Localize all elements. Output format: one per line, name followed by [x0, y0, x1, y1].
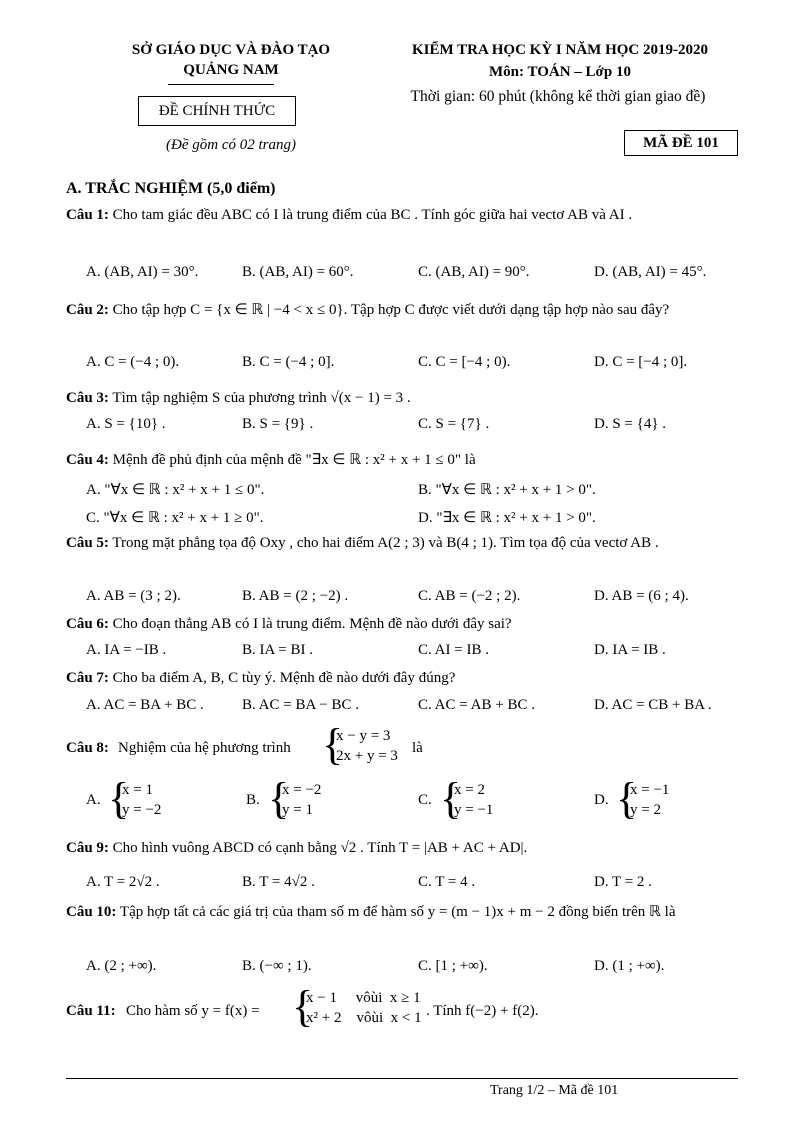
- question-1: [66, 205, 738, 225]
- q7-option-d[interactable]: D. AC = CB + BA .: [594, 697, 712, 713]
- equation-system: [324, 726, 398, 766]
- question-label: Câu 2:: [66, 302, 109, 318]
- question-tail: . Tính f(−2) + f(2).: [426, 1003, 539, 1019]
- code-box-label: MÃ ĐỀ 101: [643, 135, 719, 151]
- question-8: [66, 724, 738, 774]
- question-label: Câu 1:: [66, 207, 109, 223]
- q4-option-c[interactable]: C. "∀x ∈ ℝ : x² + x + 1 ≥ 0".: [86, 510, 264, 526]
- q3-option-d[interactable]: D. S = {4} .: [594, 416, 667, 432]
- question-label: Câu 6:: [66, 616, 109, 632]
- equation-line: y = −2: [122, 802, 162, 818]
- piecewise-function: [294, 988, 422, 1028]
- question-3: [66, 388, 738, 408]
- exam-title: KIỂM TRA HỌC KỲ I NĂM HỌC 2019-2020: [412, 42, 708, 58]
- question-text: Cho đoạn thẳng AB có I là trung điểm. Mệnh đề nào dưới đây sai?: [112, 616, 512, 632]
- equation-line: 2x + y = 3: [336, 748, 398, 764]
- question-text: Trong mặt phẳng tọa độ Oxy , cho hai điểm A(2 ; 3) và B(4 ; 1). Tìm tọa độ của vectơ AB .: [112, 535, 659, 551]
- question-text: Cho tập hợp C = {x ∈ ℝ | −4 < x ≤ 0}. Tập hợp C được viết dưới dạng tập hợp nào sau đây?: [112, 302, 670, 318]
- question-7: [66, 668, 738, 688]
- question-text: Cho tam giác đều ABC có I là trung điểm của BC . Tính góc giữa hai vectơ AB và AI .: [112, 207, 633, 223]
- equation-line: y = 2: [630, 802, 661, 818]
- q1-option-c[interactable]: C. (AB, AI) = 90°.: [418, 264, 530, 280]
- q1-option-a[interactable]: A. (AB, AI) = 30°.: [86, 264, 199, 280]
- dept-line2: QUẢNG NAM: [183, 62, 279, 78]
- q3-option-b[interactable]: B. S = {9} .: [242, 416, 314, 432]
- equation-line: { x = 1: [122, 782, 153, 798]
- question-tail: là: [412, 740, 423, 756]
- pages-note: (Đề gồm có 02 trang): [166, 137, 296, 153]
- question-text: Tập hợp tất cả các giá trị của tham số m để hàm số y = (m − 1)x + m − 2 đồng biến trên ℝ là: [119, 904, 676, 920]
- question-label: Câu 7:: [66, 670, 109, 686]
- q2-option-b[interactable]: B. C = (−4 ; 0].: [242, 354, 335, 370]
- question-4: [66, 450, 738, 470]
- q7-option-a[interactable]: A. AC = BA + BC .: [86, 697, 204, 713]
- equation-line: { x − y = 3: [336, 728, 391, 744]
- option-system: [110, 780, 161, 820]
- q10-option-a[interactable]: A. (2 ; +∞).: [86, 958, 157, 974]
- option-letter: D.: [594, 792, 609, 808]
- question-text: Nghiệm của hệ phương trình: [118, 740, 291, 756]
- question-text: Mệnh đề phủ định của mệnh đề "∃x ∈ ℝ : x² + x + 1 ≤ 0" là: [112, 452, 476, 468]
- equation-line: { x = −1: [630, 782, 670, 798]
- q5-option-a[interactable]: A. AB = (3 ; 2).: [86, 588, 181, 604]
- q9-option-c[interactable]: C. T = 4 .: [418, 874, 476, 890]
- subject: Môn: TOÁN – Lớp 10: [489, 64, 631, 80]
- question-label: Câu 11:: [66, 1003, 116, 1019]
- question-label: Câu 8:: [66, 740, 109, 756]
- option-letter: C.: [418, 792, 432, 808]
- equation-line: { x = −2: [282, 782, 322, 798]
- dept-line1: SỞ GIÁO DỤC VÀ ĐÀO TẠO: [131, 42, 331, 58]
- question-2: [66, 300, 738, 320]
- question-text: Cho ba điểm A, B, C tùy ý. Mệnh đề nào dưới đây đúng?: [112, 670, 456, 686]
- q9-option-a[interactable]: A. T = 2√2 .: [86, 874, 160, 890]
- option-letter: A.: [86, 792, 101, 808]
- q5-option-b[interactable]: B. AB = (2 ; −2) .: [242, 588, 349, 604]
- q2-option-a[interactable]: A. C = (−4 ; 0).: [86, 354, 180, 370]
- q1-option-d[interactable]: D. (AB, AI) = 45°.: [594, 264, 707, 280]
- option-system: [442, 780, 493, 820]
- option-system: [270, 780, 321, 820]
- q2-option-c[interactable]: C. C = [−4 ; 0).: [418, 354, 511, 370]
- dept-underline: [168, 84, 274, 85]
- q1-option-b[interactable]: B. (AB, AI) = 60°.: [242, 264, 354, 280]
- footer-divider: [66, 1078, 738, 1079]
- q6-option-a[interactable]: A. IA = −IB .: [86, 642, 167, 658]
- official-box-label: ĐỀ CHÍNH THỨC: [158, 103, 276, 119]
- option-system: [618, 780, 669, 820]
- piece-line: x² + 2 vôùi x < 1: [306, 1010, 422, 1026]
- q6-option-c[interactable]: C. AI = IB .: [418, 642, 489, 658]
- q10-option-b[interactable]: B. (−∞ ; 1).: [242, 958, 312, 974]
- question-11: [66, 986, 738, 1036]
- question-label: Câu 3:: [66, 390, 109, 406]
- q7-option-c[interactable]: C. AC = AB + BC .: [418, 697, 535, 713]
- q6-option-d[interactable]: D. IA = IB .: [594, 642, 666, 658]
- piece-line: { x − 1 vôùi x ≥ 1: [306, 990, 421, 1006]
- q7-option-b[interactable]: B. AC = BA − BC .: [242, 697, 359, 713]
- question-text: Cho hình vuông ABCD có cạnh bằng √2 . Tính T = |AB + AC + AD|.: [112, 840, 528, 856]
- q3-option-a[interactable]: A. S = {10} .: [86, 416, 166, 432]
- option-letter: B.: [246, 792, 260, 808]
- q4-option-a[interactable]: A. "∀x ∈ ℝ : x² + x + 1 ≤ 0".: [86, 482, 265, 498]
- question-text: Cho hàm số y = f(x) =: [126, 1003, 260, 1019]
- equation-line: { x = 2: [454, 782, 485, 798]
- question-5: [66, 533, 738, 553]
- question-label: Câu 9:: [66, 840, 109, 856]
- section-a-title: A. TRẮC NGHIỆM (5,0 điểm): [66, 180, 276, 197]
- q4-option-d[interactable]: D. "∃x ∈ ℝ : x² + x + 1 > 0".: [418, 510, 596, 526]
- q2-option-d[interactable]: D. C = [−4 ; 0].: [594, 354, 688, 370]
- question-text: Tìm tập nghiệm S của phương trình √(x − 1) = 3 .: [112, 390, 411, 406]
- code-box: [624, 130, 738, 156]
- official-box: [138, 96, 296, 126]
- q3-option-c[interactable]: C. S = {7} .: [418, 416, 490, 432]
- question-9: [66, 838, 738, 858]
- q10-option-c[interactable]: C. [1 ; +∞).: [418, 958, 488, 974]
- q9-option-d[interactable]: D. T = 2 .: [594, 874, 652, 890]
- question-label: Câu 4:: [66, 452, 109, 468]
- question-label: Câu 5:: [66, 535, 109, 551]
- equation-line: y = −1: [454, 802, 494, 818]
- q5-option-c[interactable]: C. AB = (−2 ; 2).: [418, 588, 521, 604]
- question-label: Câu 10:: [66, 904, 117, 920]
- equation-line: y = 1: [282, 802, 313, 818]
- q9-option-b[interactable]: B. T = 4√2 .: [242, 874, 315, 890]
- q4-option-b[interactable]: B. "∀x ∈ ℝ : x² + x + 1 > 0".: [418, 482, 596, 498]
- question-6: [66, 614, 738, 634]
- q10-option-d[interactable]: D. (1 ; +∞).: [594, 958, 665, 974]
- exam-time: Thời gian: 60 phút (không kể thời gian giao đề): [410, 88, 706, 105]
- q6-option-b[interactable]: B. IA = BI .: [242, 642, 313, 658]
- question-10: [66, 902, 738, 922]
- q5-option-d[interactable]: D. AB = (6 ; 4).: [594, 588, 689, 604]
- page-footer: Trang 1/2 – Mã đề 101: [490, 1083, 619, 1098]
